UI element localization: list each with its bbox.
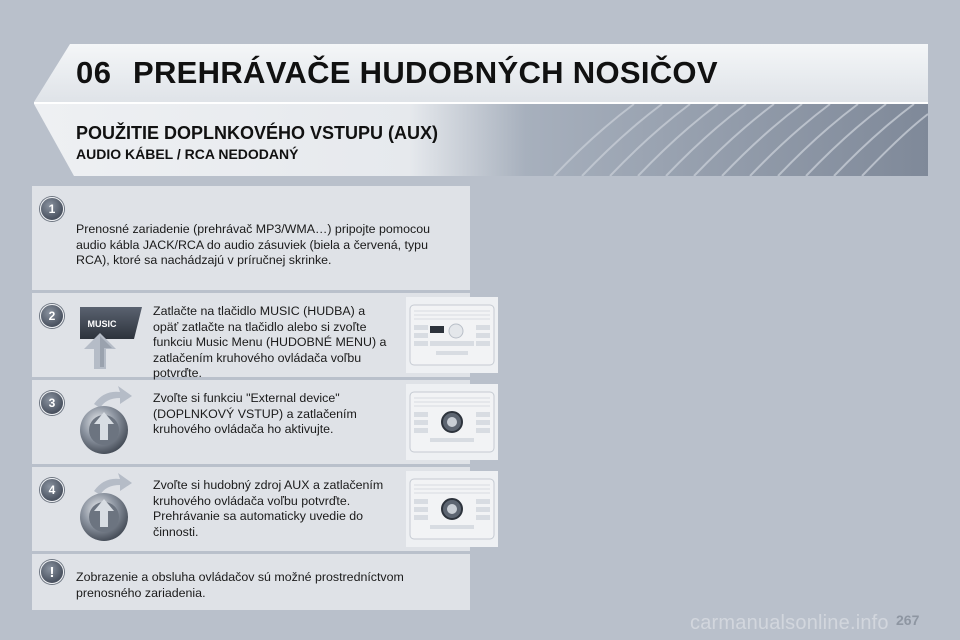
- page-number: 267: [896, 612, 920, 628]
- step-text: Zatlačte na tlačidlo MUSIC (HUDBA) a opäť zatlačte na tlačidlo alebo si zvoľte funkciu Music Menu (HUDOBNÉ MENU) a zatlačením kruhového ovládača voľbu potvrďte.: [153, 304, 387, 381]
- step-text: Prenosné zariadenie (prehrávač MP3/WMA…) pripojte pomocou audio kábla JACK/RCA do audio zásuviek (biela a červená, typu RCA), ktoré sa nachádzajú v príručnej skrinke.: [76, 222, 430, 268]
- rotary-knob-icon: [76, 469, 136, 549]
- radio-panel-image: [406, 384, 498, 460]
- press-arrow-icon: [84, 333, 116, 369]
- section-title: POUŽITIE DOPLNKOVÉHO VSTUPU (AUX): [76, 123, 439, 143]
- chapter-number: 06: [76, 55, 112, 90]
- step-text: Zvoľte si funkciu "External device" (DOPLNKOVÝ VSTUP) a zatlačením kruhového ovládača ho aktivujte.: [153, 391, 357, 437]
- step-panel-2: [32, 293, 470, 381]
- chapter-title: PREHRÁVAČE HUDOBNÝCH NOSIČOV: [133, 55, 718, 90]
- step-badge: 3: [40, 391, 64, 415]
- step-panel-3: [32, 380, 470, 464]
- rotary-knob-icon: [76, 382, 136, 462]
- radio-panel-image: [406, 297, 498, 373]
- watermark: carmanualsonline.info: [690, 612, 889, 634]
- step-badge: 4: [40, 478, 64, 502]
- note-text: Zobrazenie a obsluha ovládačov sú možné prostredníctvom prenosného zariadenia.: [76, 570, 404, 600]
- step-panel-4: [32, 467, 470, 551]
- section-subtitle: AUDIO KÁBEL / RCA NEDODANÝ: [76, 146, 299, 162]
- step-text: Zvoľte si hudobný zdroj AUX a zatlačením kruhového ovládača voľbu potvrďte. Prehrávanie sa automaticky uvedie do činnosti.: [153, 478, 384, 539]
- warning-badge: !: [40, 560, 64, 584]
- step-badge: 1: [40, 197, 64, 221]
- step-badge: 2: [40, 304, 64, 328]
- note-panel: [32, 554, 470, 610]
- radio-panel-image: [406, 471, 498, 547]
- music-button-label: MUSIC: [87, 319, 117, 329]
- step-panel-1: [32, 186, 470, 290]
